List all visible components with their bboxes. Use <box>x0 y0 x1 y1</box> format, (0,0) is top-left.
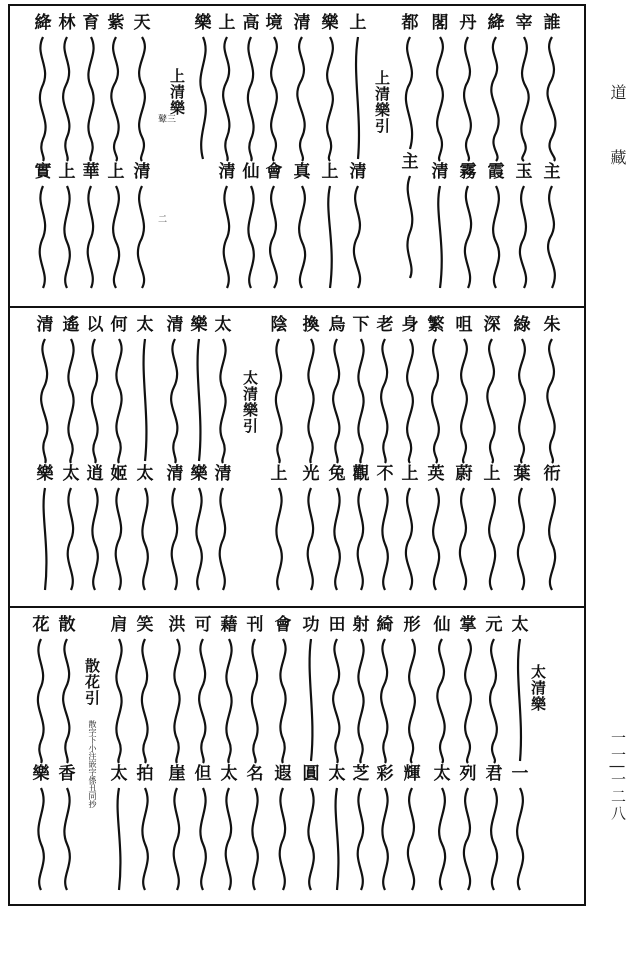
top-col-9 <box>290 14 314 292</box>
neume-stroke <box>104 182 128 292</box>
neume-stroke <box>130 182 154 292</box>
mid-col-12-mid: 清 <box>214 464 232 484</box>
neume-stroke <box>424 335 448 465</box>
mid-col-18-head: 遙 <box>62 315 80 335</box>
top-col-18-mid: 實 <box>34 162 52 182</box>
top-col-15-head: 紫 <box>107 13 125 33</box>
mid-col-7 <box>374 316 396 594</box>
top-col-16 <box>80 14 102 292</box>
mid-col-7-mid: 不 <box>376 464 394 484</box>
neume-stroke <box>398 33 422 153</box>
neume-stroke <box>164 484 186 594</box>
neume-stroke <box>540 33 564 163</box>
neume-stroke <box>374 635 396 765</box>
bot-col-7-mid: 芝 <box>352 764 370 784</box>
top-col-18-head: 絳 <box>34 13 52 33</box>
mid-col-5-head: 繁 <box>427 315 445 335</box>
neume-stroke <box>216 182 238 292</box>
top-col-14-mid: 清 <box>133 162 151 182</box>
neume-stroke <box>56 33 78 163</box>
neume-stroke <box>482 784 506 894</box>
neume-stroke <box>212 335 234 465</box>
bot-col-11-mid: 名 <box>246 764 264 784</box>
neume-stroke <box>268 335 290 465</box>
neume-stroke <box>130 33 154 163</box>
mid-col-16-mid: 姬 <box>110 464 128 484</box>
top-col-6-head: 都 <box>401 13 419 33</box>
neume-stroke <box>240 33 262 163</box>
marker-pi-san: 鼙三 <box>158 115 177 125</box>
top-col-10-head: 境 <box>265 13 283 33</box>
mid-col-12 <box>212 316 234 594</box>
neume-stroke <box>216 33 238 163</box>
neume-stroke <box>108 484 130 594</box>
neume-stroke <box>34 335 56 465</box>
top-col-3-head: 絳 <box>487 13 505 33</box>
neume-stroke <box>326 335 348 465</box>
bot-col-15-head: 笑 <box>136 615 154 635</box>
neume-stroke <box>300 335 322 465</box>
neume-stroke <box>428 33 452 163</box>
bot-col-14 <box>166 616 188 894</box>
top-col-2-head: 宰 <box>515 13 533 33</box>
bot-col-10-head: 會 <box>274 615 292 635</box>
top-col-17-head: 林 <box>58 13 76 33</box>
mid-col-18-mid: 太 <box>62 464 80 484</box>
mid-col-14 <box>164 316 186 594</box>
mid-col-3-mid: 上 <box>483 464 501 484</box>
bot-col-17 <box>56 616 78 894</box>
bot-col-13 <box>192 616 214 894</box>
bot-col-9-head: 功 <box>302 615 320 635</box>
top-col-3-mid: 霞 <box>487 162 505 182</box>
neume-stroke <box>134 484 156 594</box>
mid-col-3 <box>480 316 504 594</box>
bot-col-2-head: 元 <box>485 615 503 635</box>
neume-stroke <box>60 484 82 594</box>
neume-stroke <box>108 335 130 465</box>
bot-col-7 <box>350 616 372 894</box>
mid-col-4-head: 咀 <box>455 315 473 335</box>
neume-stroke <box>350 784 372 894</box>
neume-stroke <box>350 335 372 465</box>
bot-col-4 <box>430 616 454 894</box>
top-col-12-mid: 清 <box>218 162 236 182</box>
bot-col-14-head: 洪 <box>168 615 186 635</box>
neume-stroke <box>326 784 348 894</box>
bot-col-5-head: 形 <box>403 615 421 635</box>
bot-col-3 <box>456 616 480 894</box>
neume-stroke <box>218 635 240 765</box>
top-col-6-mid: 主 <box>401 152 419 172</box>
title-taiqing-le: 太清樂 <box>529 664 547 712</box>
mid-col-13-head: 樂 <box>190 315 208 335</box>
panel-divider-top <box>8 306 586 308</box>
bot-col-18-mid: 樂 <box>32 764 50 784</box>
top-col-12 <box>216 14 238 292</box>
mid-col-17-head: 以 <box>86 315 104 335</box>
neume-stroke <box>80 33 102 163</box>
top-col-4-head: 丹 <box>459 13 477 33</box>
neume-stroke <box>540 335 564 465</box>
mid-col-12-head: 太 <box>214 315 232 335</box>
bot-col-17-mid: 香 <box>58 764 76 784</box>
top-col-11 <box>240 14 262 292</box>
neume-stroke <box>108 635 130 765</box>
top-col-13 <box>192 14 214 163</box>
mid-col-13-mid: 樂 <box>190 464 208 484</box>
neume-stroke <box>374 335 396 465</box>
bot-col-8-mid: 太 <box>328 764 346 784</box>
top-col-15-mid: 上 <box>107 162 125 182</box>
mid-col-11-mid: 上 <box>270 464 288 484</box>
mid-col-8 <box>350 316 372 594</box>
top-col-10 <box>262 14 286 292</box>
neume-stroke <box>346 33 370 163</box>
bot-col-12 <box>218 616 240 894</box>
mid-col-11-head: 陰 <box>270 315 288 335</box>
neume-stroke <box>30 635 52 765</box>
mid-col-10-mid: 光 <box>302 464 320 484</box>
mid-col-3-head: 深 <box>483 315 501 335</box>
bot-col-11-head: 刊 <box>246 615 264 635</box>
neume-stroke <box>262 33 286 163</box>
mid-col-9-head: 烏 <box>328 315 346 335</box>
bot-col-6-mid: 彩 <box>376 764 394 784</box>
top-col-17-mid: 上 <box>58 162 76 182</box>
bot-col-16-head: 肩 <box>110 615 128 635</box>
top-col-12-head: 上 <box>218 13 236 33</box>
mid-col-6-mid: 上 <box>401 464 419 484</box>
neume-stroke <box>244 635 266 765</box>
mid-col-13 <box>188 316 210 594</box>
mid-col-10 <box>300 316 322 594</box>
neume-stroke <box>300 484 322 594</box>
mid-col-6-head: 身 <box>401 315 419 335</box>
marker-er: 二 <box>158 215 168 225</box>
neume-stroke <box>456 182 480 292</box>
neume-stroke <box>166 635 188 765</box>
mid-col-17 <box>84 316 106 594</box>
neume-stroke <box>326 635 348 765</box>
neume-stroke <box>510 484 534 594</box>
source-name: 道 藏 <box>608 84 627 188</box>
mid-col-5-mid: 英 <box>427 464 445 484</box>
neume-stroke <box>262 182 286 292</box>
mid-col-16 <box>108 316 130 594</box>
mid-col-8-mid: 觀 <box>352 464 370 484</box>
mid-col-2 <box>510 316 534 594</box>
top-col-7-head: 上 <box>349 13 367 33</box>
top-col-5 <box>428 14 452 292</box>
neume-stroke <box>80 182 102 292</box>
title-sanhua-yin: 散花引 <box>83 658 101 706</box>
top-col-1 <box>540 14 564 292</box>
neume-stroke <box>240 182 262 292</box>
page-number: 一一|一二八 <box>609 730 627 823</box>
top-col-14-head: 天 <box>133 13 151 33</box>
bot-col-3-mid: 列 <box>459 764 477 784</box>
neume-stroke <box>60 335 82 465</box>
neume-stroke <box>318 182 342 292</box>
neume-stroke <box>398 172 422 282</box>
neume-stroke <box>456 635 480 765</box>
top-col-15 <box>104 14 128 292</box>
top-col-11-mid: 仙 <box>242 162 260 182</box>
mid-col-1-head: 朱 <box>543 315 561 335</box>
mid-col-5 <box>424 316 448 594</box>
neume-stroke <box>482 635 506 765</box>
mid-col-2-mid: 葉 <box>513 464 531 484</box>
neume-stroke <box>480 335 504 465</box>
neume-stroke <box>272 635 294 765</box>
neume-stroke <box>188 335 210 465</box>
top-col-11-head: 高 <box>242 13 260 33</box>
neume-stroke <box>34 484 56 594</box>
mid-col-6 <box>398 316 422 594</box>
mid-col-7-head: 老 <box>376 315 394 335</box>
bot-col-1 <box>508 616 532 894</box>
neume-stroke <box>188 484 210 594</box>
neume-stroke <box>484 182 508 292</box>
top-col-10-mid: 會 <box>265 162 283 182</box>
bot-col-5 <box>400 616 424 894</box>
mid-col-14-mid: 清 <box>166 464 184 484</box>
neume-stroke <box>400 784 424 894</box>
top-col-8-head: 樂 <box>321 13 339 33</box>
neume-stroke <box>400 635 424 765</box>
top-col-2-mid: 玉 <box>515 162 533 182</box>
mid-col-1 <box>540 316 564 594</box>
mid-col-1-mid: 衎 <box>543 464 561 484</box>
neume-stroke <box>424 484 448 594</box>
top-col-8 <box>318 14 342 292</box>
mid-col-15 <box>134 316 156 594</box>
neume-stroke <box>540 182 564 292</box>
bot-col-13-head: 可 <box>194 615 212 635</box>
neume-stroke <box>374 784 396 894</box>
top-col-8-mid: 上 <box>321 162 339 182</box>
panel-divider-bottom <box>8 606 586 608</box>
neume-stroke <box>108 784 130 894</box>
top-col-9-head: 清 <box>293 13 311 33</box>
bot-col-3-head: 掌 <box>459 615 477 635</box>
neume-stroke <box>32 182 54 292</box>
bot-col-12-head: 藉 <box>220 615 238 635</box>
neume-stroke <box>166 784 188 894</box>
mid-col-15-mid: 太 <box>136 464 154 484</box>
bot-col-9-mid: 圓 <box>302 764 320 784</box>
bot-col-18-head: 花 <box>32 615 50 635</box>
neume-stroke <box>456 784 480 894</box>
bot-col-1-head: 太 <box>511 615 529 635</box>
title-shangqing-yin: 上清樂引 <box>373 70 391 134</box>
neume-stroke <box>104 33 128 163</box>
bot-col-2-mid: 君 <box>485 764 503 784</box>
neume-stroke <box>374 484 396 594</box>
neume-stroke <box>290 182 314 292</box>
top-col-1-head: 誰 <box>543 13 561 33</box>
top-col-5-head: 閣 <box>431 13 449 33</box>
mid-col-2-head: 綠 <box>513 315 531 335</box>
neume-stroke <box>512 33 536 163</box>
title-shangqing-le: 上清樂 <box>168 68 186 116</box>
neume-stroke <box>480 484 504 594</box>
neume-stroke <box>192 33 214 163</box>
mid-col-10-head: 換 <box>302 315 320 335</box>
mid-col-14-head: 清 <box>166 315 184 335</box>
bot-col-5-mid: 輝 <box>403 764 421 784</box>
top-col-13-head: 樂 <box>194 13 212 33</box>
bot-col-15 <box>134 616 156 894</box>
top-col-1-mid: 主 <box>543 162 561 182</box>
neume-stroke <box>30 784 52 894</box>
neume-stroke <box>84 335 106 465</box>
neume-stroke <box>218 784 240 894</box>
mid-col-9-mid: 兔 <box>328 464 346 484</box>
neume-stroke <box>398 335 422 465</box>
neume-stroke <box>134 635 156 765</box>
bot-col-8 <box>326 616 348 894</box>
mid-col-16-head: 何 <box>110 315 128 335</box>
bot-col-17-head: 散 <box>58 615 76 635</box>
neume-stroke <box>430 784 454 894</box>
bot-col-10 <box>272 616 294 894</box>
neume-stroke <box>134 335 156 465</box>
bot-col-12-mid: 太 <box>220 764 238 784</box>
bot-col-8-head: 田 <box>328 615 346 635</box>
bot-col-11 <box>244 616 266 894</box>
neume-stroke <box>430 635 454 765</box>
mid-col-19-mid: 樂 <box>36 464 54 484</box>
top-col-18 <box>32 14 54 292</box>
bot-col-15-mid: 拍 <box>136 764 154 784</box>
top-col-16-mid: 華 <box>82 162 100 182</box>
bot-col-7-head: 射 <box>352 615 370 635</box>
neume-stroke <box>290 33 314 163</box>
top-col-4-mid: 霧 <box>459 162 477 182</box>
neume-stroke <box>56 182 78 292</box>
top-col-14 <box>130 14 154 292</box>
top-col-7 <box>346 14 370 292</box>
bot-col-4-mid: 太 <box>433 764 451 784</box>
neume-stroke <box>192 635 214 765</box>
top-col-2 <box>512 14 536 292</box>
neume-stroke <box>350 635 372 765</box>
bot-col-18 <box>30 616 52 894</box>
neume-stroke <box>350 484 372 594</box>
bot-col-4-head: 仙 <box>433 615 451 635</box>
bot-col-2 <box>482 616 506 894</box>
mid-col-18 <box>60 316 82 594</box>
bot-col-9 <box>300 616 322 894</box>
neume-stroke <box>512 182 536 292</box>
neume-stroke <box>326 484 348 594</box>
neume-stroke <box>456 33 480 163</box>
neume-stroke <box>540 484 564 594</box>
bot-col-16-mid: 太 <box>110 764 128 784</box>
top-col-16-head: 育 <box>82 13 100 33</box>
mid-col-15-head: 太 <box>136 315 154 335</box>
neume-stroke <box>452 335 476 465</box>
top-col-3 <box>484 14 508 292</box>
bot-col-16 <box>108 616 130 894</box>
neume-stroke <box>510 335 534 465</box>
bot-col-10-mid: 遐 <box>274 764 292 784</box>
neume-stroke <box>508 784 532 894</box>
mid-col-4 <box>452 316 476 594</box>
top-col-7-mid: 清 <box>349 162 367 182</box>
top-col-17 <box>56 14 78 292</box>
neume-stroke <box>164 335 186 465</box>
neume-stroke <box>268 484 290 594</box>
title-taiqing-yin: 太清樂引 <box>241 370 259 434</box>
neume-stroke <box>56 784 78 894</box>
mid-col-4-mid: 蔚 <box>455 464 473 484</box>
bot-col-6 <box>374 616 396 894</box>
neume-stroke <box>272 784 294 894</box>
neume-stroke <box>212 484 234 594</box>
neume-stroke <box>346 182 370 292</box>
neume-stroke <box>32 33 54 163</box>
top-col-4 <box>456 14 480 292</box>
mid-col-17-mid: 逍 <box>86 464 104 484</box>
neume-stroke <box>300 635 322 765</box>
top-col-5-mid: 清 <box>431 162 449 182</box>
neume-stroke <box>134 784 156 894</box>
bot-col-6-head: 綺 <box>376 615 394 635</box>
neume-stroke <box>452 484 476 594</box>
top-col-6 <box>398 14 422 282</box>
bot-col-13-mid: 但 <box>194 764 212 784</box>
neume-stroke <box>56 635 78 765</box>
neume-stroke <box>244 784 266 894</box>
bot-col-1-mid: 一 <box>511 764 529 784</box>
neume-stroke <box>300 784 322 894</box>
top-col-9-mid: 真 <box>293 162 311 182</box>
neume-stroke <box>484 33 508 163</box>
neume-stroke <box>428 182 452 292</box>
mid-col-8-head: 下 <box>352 315 370 335</box>
annotation-note: 散字下小注嵌字係丑同抄 <box>88 720 97 808</box>
mid-col-19-head: 清 <box>36 315 54 335</box>
mid-col-9 <box>326 316 348 594</box>
bot-col-14-mid: 崖 <box>168 764 186 784</box>
neume-stroke <box>192 784 214 894</box>
neume-stroke <box>398 484 422 594</box>
mid-col-11 <box>268 316 290 594</box>
neume-stroke <box>318 33 342 163</box>
neume-stroke <box>84 484 106 594</box>
mid-col-19 <box>34 316 56 594</box>
neume-stroke <box>508 635 532 765</box>
